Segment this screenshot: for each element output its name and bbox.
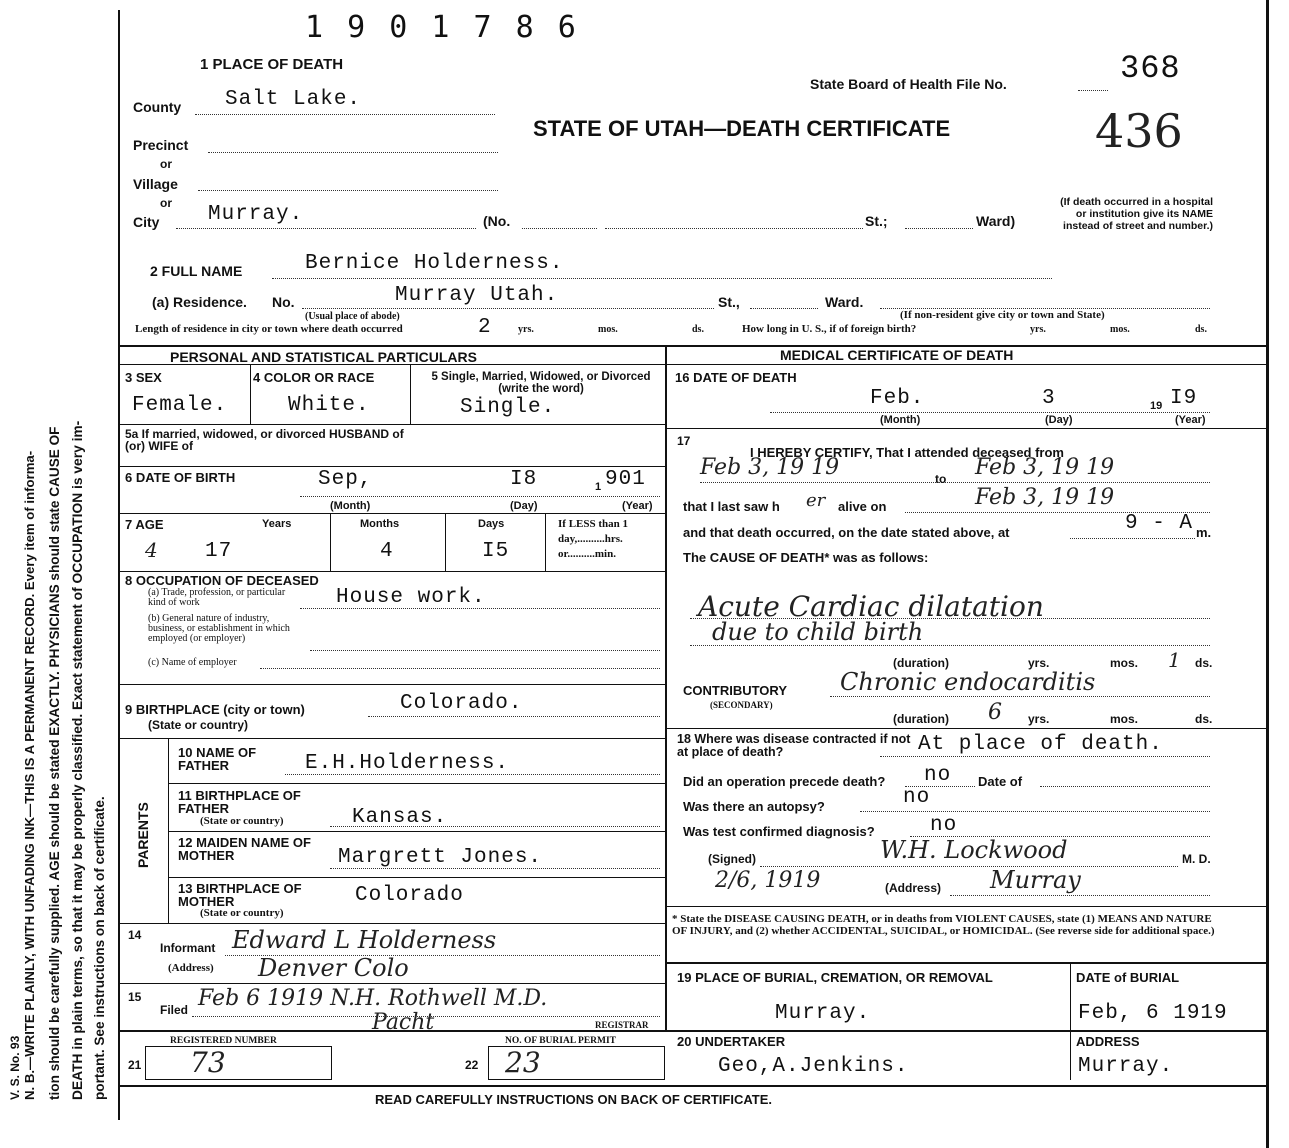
burial-place-value: Murray. xyxy=(775,1002,871,1025)
signature-date: 2/6, 1919 xyxy=(715,868,821,893)
duration2-label: (duration) xyxy=(893,712,949,726)
mother-name-value: Margrett Jones. xyxy=(338,846,543,869)
dod-month-label: (Month) xyxy=(880,414,921,426)
undertaker-address-value: Murray. xyxy=(1078,1055,1174,1078)
street-label: St.; xyxy=(865,213,888,229)
county-label: County xyxy=(133,99,182,115)
filed-value: Feb 6 1919 N.H. Rothwell M.D. xyxy=(198,986,548,1011)
burial-permit-label: NO. OF BURIAL PERMIT xyxy=(505,1036,617,1046)
foreign-birth-label: How long in U. S., if of foreign birth? xyxy=(742,323,917,335)
footer-instructions: READ CAREFULLY INSTRUCTIONS ON BACK OF CERTIFICATE. xyxy=(375,1092,772,1107)
birthplace-sub-label: (State or country) xyxy=(148,718,249,732)
dob-century: 1 xyxy=(595,481,602,493)
footnote: * State the DISEASE CAUSING DEATH, or in deaths from VIOLENT CAUSES, state (1) MEANS AND NATURE OF INJURY, and (2) whether ACCIDENTAL, SUICIDAL, or HOMICIDAL. (See reverse side for additional space.) xyxy=(672,913,1215,937)
autopsy-label: Was there an autopsy? xyxy=(683,799,825,814)
last-saw-label: that I last saw h xyxy=(683,499,780,514)
length-ds-label: ds. xyxy=(692,324,704,335)
us-ds-label: ds. xyxy=(1195,324,1207,335)
mother-name-label: 12 MAIDEN NAME OF MOTHER xyxy=(178,835,311,863)
parents-label: PARENTS xyxy=(135,802,151,868)
age-label: 7 AGE xyxy=(125,517,164,532)
duration1-mos-label: mos. xyxy=(1110,656,1139,670)
burial-permit-value: 23 xyxy=(505,1046,541,1079)
registrar-initials: Pacht xyxy=(372,1010,435,1035)
duration1-ds-label: ds. xyxy=(1195,656,1213,670)
length-yrs-label: yrs. xyxy=(518,324,534,335)
race-label: 4 COLOR OR RACE xyxy=(253,370,375,385)
dob-year-label: (Year) xyxy=(622,500,653,512)
form-left-border xyxy=(118,10,120,1120)
undertaker-value: Geo,A.Jenkins. xyxy=(718,1055,909,1078)
full-name-label: 2 FULL NAME xyxy=(150,263,243,279)
residence-st-label: St., xyxy=(718,294,740,310)
medical-heading: MEDICAL CERTIFICATE OF DEATH xyxy=(780,347,1014,363)
duration2-yrs-label: yrs. xyxy=(1028,712,1050,726)
residence-no-label: No. xyxy=(272,294,295,310)
city-label: City xyxy=(133,214,160,230)
column-divider xyxy=(665,345,667,1030)
or-label-1: or xyxy=(160,157,172,171)
length-residence-label: Length of residence in city or town where death occurred xyxy=(135,323,403,335)
or-label-2: or xyxy=(160,196,172,210)
burial-place-label: 19 PLACE OF BURIAL, CREMATION, OR REMOVAL xyxy=(677,970,993,985)
cause-secondary-line: due to child birth xyxy=(712,618,924,646)
regnum-box xyxy=(145,1046,332,1080)
last-saw-pronoun: er xyxy=(806,490,826,511)
duration1-yrs-label: yrs. xyxy=(1028,656,1050,670)
age-days-label: Days xyxy=(478,518,505,530)
age-years: 17 xyxy=(205,540,233,563)
certify-text: I HEREBY CERTIFY, That I attended deceased from xyxy=(750,445,1064,460)
county-value: Salt Lake. xyxy=(225,88,362,111)
duration2-years: 6 xyxy=(988,700,1002,725)
precinct-label: Precinct xyxy=(133,137,189,153)
duration2-mos-label: mos. xyxy=(1110,712,1139,726)
mother-birthplace-sub: (State or country) xyxy=(200,907,284,919)
place-of-death-heading: 1 PLACE OF DEATH xyxy=(200,56,344,73)
diagnosis-value: no xyxy=(930,814,958,837)
physician-address-label: (Address) xyxy=(885,881,942,895)
undertaker-address-label: ADDRESS xyxy=(1076,1034,1140,1049)
age-less-label: If LESS than 1 day,..........hrs. or..........min. xyxy=(558,518,629,560)
race-value: White. xyxy=(288,394,370,417)
birthplace-value: Colorado. xyxy=(400,692,523,715)
spouse-label: 5a If married, widowed, or divorced HUSBAND of (or) WIFE of xyxy=(125,427,404,453)
sex-label: 3 SEX xyxy=(125,370,162,385)
operation-date-label: Date of xyxy=(978,774,1023,789)
father-name-value: E.H.Holderness. xyxy=(305,752,510,775)
dob-year: 901 xyxy=(605,468,646,491)
informant-label: Informant xyxy=(160,941,216,955)
occupation-label: 8 OCCUPATION OF DECEASED xyxy=(125,573,319,588)
ward-label: Ward) xyxy=(976,213,1016,229)
file-no-value: 368 xyxy=(1120,50,1181,87)
mother-birthplace-value: Colorado xyxy=(355,884,464,907)
margin-instructions-line4: portant. See instructions on back of certificate. xyxy=(92,796,107,1100)
city-value: Murray. xyxy=(208,203,304,226)
length-mos-label: mos. xyxy=(598,324,618,335)
informant-no: 14 xyxy=(128,928,142,942)
certificate-title: STATE OF UTAH—DEATH CERTIFICATE xyxy=(533,116,951,141)
duration2-ds-label: ds. xyxy=(1195,712,1213,726)
dod-year-label: (Year) xyxy=(1175,414,1206,426)
margin-instructions-line1: N. B.—WRITE PLAINLY, WITH UNFADING INK—THIS IS A PERMANENT RECORD. Every item of informa- xyxy=(22,450,37,1100)
dob-day-label: (Day) xyxy=(510,500,538,512)
cause-label: The CAUSE OF DEATH* was as follows: xyxy=(683,550,929,565)
operation-value: no xyxy=(924,764,952,787)
full-name-value: Bernice Holderness. xyxy=(305,252,564,275)
certify-no: 17 xyxy=(677,434,691,448)
mother-birthplace-label: 13 BIRTHPLACE OF MOTHER xyxy=(178,881,302,909)
dod-day-label: (Day) xyxy=(1045,414,1073,426)
regnum-no: 21 xyxy=(128,1058,142,1072)
certificate-number: 1 9 0 1 7 8 6 xyxy=(305,10,579,45)
form-right-border xyxy=(1266,0,1269,1148)
nonresident-label: (If non-resident give city or town and State) xyxy=(900,309,1105,321)
margin-instructions-line3: DEATH in plain terms, so that it may be properly classified. Exact statement of OCCUPATION is very im- xyxy=(70,420,85,1100)
diagnosis-label: Was test confirmed diagnosis? xyxy=(683,824,875,839)
us-yrs-label: yrs. xyxy=(1030,324,1046,335)
dod-month: Feb. xyxy=(870,387,925,410)
contributory-label: CONTRIBUTORY xyxy=(683,683,787,698)
contributory-value: Chronic endocarditis xyxy=(840,668,1096,696)
father-name-label: 10 NAME OF FATHER xyxy=(178,745,257,773)
dod-label: 16 DATE OF DEATH xyxy=(675,370,797,385)
father-birthplace-sub: (State or country) xyxy=(200,815,284,827)
duration1-days: 1 xyxy=(1168,648,1181,672)
alive-on-label: alive on xyxy=(838,499,887,514)
margin-instructions-line2: tion should be carefully supplied. AGE should be stated EXACTLY. PHYSICIANS should state CAUSE OF xyxy=(47,426,62,1100)
attended-from: Feb 3, 19 19 xyxy=(700,455,840,480)
usual-abode-label: (Usual place of abode) xyxy=(305,311,400,322)
physician-address: Murray xyxy=(990,866,1081,894)
us-mos-label: mos. xyxy=(1110,324,1130,335)
street-no-label: (No. xyxy=(483,213,511,229)
filed-no: 15 xyxy=(128,990,142,1004)
informant-value: Edward L Holderness xyxy=(232,926,497,954)
burial-permit-no: 22 xyxy=(465,1058,479,1072)
age-years-label: Years xyxy=(262,518,292,530)
age-months-label: Months xyxy=(360,518,400,530)
residence-ward-label: Ward. xyxy=(825,294,864,310)
age-months: 4 xyxy=(380,540,394,563)
burial-date-value: Feb, 6 1919 xyxy=(1078,1002,1228,1025)
registration-number: 436 xyxy=(1095,104,1183,158)
dod-year: I9 xyxy=(1170,387,1198,410)
dob-label: 6 DATE OF BIRTH xyxy=(125,470,236,485)
duration1-label: (duration) xyxy=(893,656,949,670)
occupation-value: House work. xyxy=(336,586,486,609)
residence-label: (a) Residence. xyxy=(152,294,247,310)
dod-century: 19 xyxy=(1150,400,1163,412)
father-birthplace-value: Kansas. xyxy=(352,806,448,829)
marital-value: Single. xyxy=(460,396,556,419)
md-label: M. D. xyxy=(1182,852,1211,866)
q18-value: At place of death. xyxy=(918,733,1163,756)
dob-day: I8 xyxy=(510,468,538,491)
occupation-b-label: (b) General nature of industry, business, or establishment in which employed (or employer) xyxy=(148,613,290,644)
signed-label: (Signed) xyxy=(708,852,756,866)
physician-signature: W.H. Lockwood xyxy=(880,836,1068,864)
age-check-mark: 4 xyxy=(145,538,158,562)
hospital-note: (If death occurred in a hospital or institution give its NAME instead of street and number.) xyxy=(1060,196,1213,232)
birthplace-label: 9 BIRTHPLACE (city or town) xyxy=(125,702,305,717)
regnum-value: 73 xyxy=(190,1046,226,1079)
sex-value: Female. xyxy=(132,394,228,417)
residence-value: Murray Utah. xyxy=(395,284,559,307)
regnum-label: REGISTERED NUMBER xyxy=(170,1036,277,1046)
secondary-label: (SECONDARY) xyxy=(710,700,773,710)
occupation-a-label: (a) Trade, profession, or particular kind of work xyxy=(148,587,286,608)
personal-heading: PERSONAL AND STATISTICAL PARTICULARS xyxy=(170,349,477,365)
occupation-c-label: (c) Name of employer xyxy=(148,657,237,668)
marital-label: 5 Single, Married, Widowed, or Divorced (write the word) xyxy=(431,371,651,395)
attended-to-label: to xyxy=(935,472,947,486)
autopsy-value: no xyxy=(903,786,931,809)
dob-month-label: (Month) xyxy=(330,500,371,512)
undertaker-label: 20 UNDERTAKER xyxy=(677,1034,786,1049)
age-days: I5 xyxy=(482,540,510,563)
operation-label: Did an operation precede death? xyxy=(683,774,886,789)
death-time: 9 - A xyxy=(1125,512,1194,535)
death-time-m-label: m. xyxy=(1196,525,1212,540)
file-no-label: State Board of Health File No. xyxy=(810,76,1007,92)
death-occurred-label: and that death occurred, on the date stated above, at xyxy=(683,525,1010,540)
father-birthplace-label: 11 BIRTHPLACE OF FATHER xyxy=(178,788,301,816)
village-label: Village xyxy=(133,176,178,192)
informant-address-label: (Address) xyxy=(168,962,214,974)
attended-to: Feb 3, 19 19 xyxy=(975,455,1115,480)
last-saw-date: Feb 3, 19 19 xyxy=(975,485,1115,510)
q18-label: 18 Where was disease contracted if not at place of death? xyxy=(677,732,911,759)
dod-day: 3 xyxy=(1042,387,1056,410)
filed-label: Filed xyxy=(160,1003,189,1017)
informant-address: Denver Colo xyxy=(258,954,409,982)
dob-month: Sep, xyxy=(318,468,373,491)
length-residence-years: 2 xyxy=(478,316,492,339)
margin-vs-no: V. S. No. 93 xyxy=(8,1035,22,1100)
burial-date-label: DATE of BURIAL xyxy=(1076,970,1180,985)
registrar-label: REGISTRAR xyxy=(595,1020,649,1030)
cause-primary: Acute Cardiac dilatation xyxy=(698,590,1044,623)
